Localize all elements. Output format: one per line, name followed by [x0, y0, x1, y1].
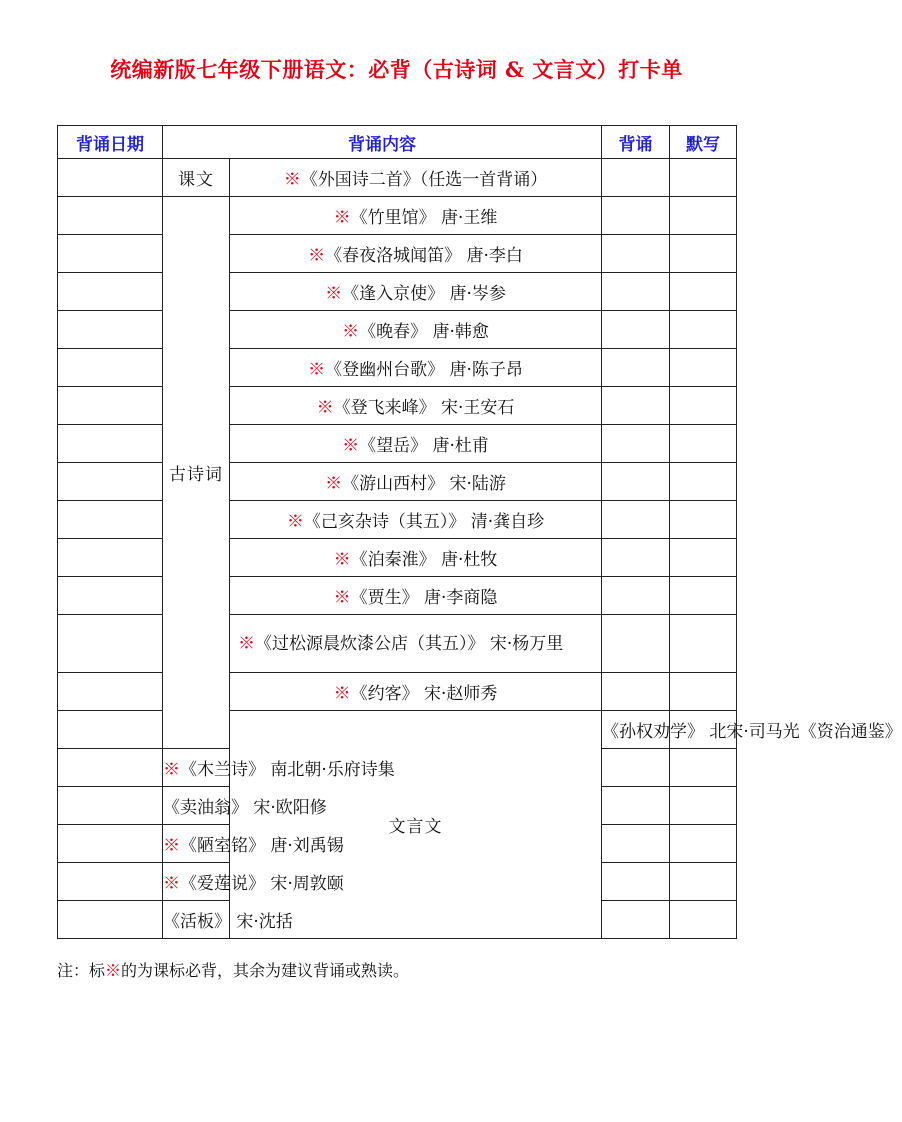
content-cell: [230, 159, 602, 197]
table-row: [58, 349, 737, 387]
content-cell: [163, 825, 344, 863]
table-row: [58, 387, 737, 425]
content-cell: [230, 463, 602, 501]
recite-check-cell[interactable]: [602, 159, 670, 197]
date-cell[interactable]: [58, 577, 163, 615]
required-mark: ※: [333, 208, 351, 228]
recite-check-cell[interactable]: [602, 501, 670, 539]
table-row: [58, 711, 737, 749]
date-cell[interactable]: [58, 349, 163, 387]
dictation-check-cell[interactable]: [670, 349, 737, 387]
item-text: 《逢入京使》 唐·岑参: [342, 284, 506, 304]
item-text: 《望岳》 唐·杜甫: [359, 436, 489, 456]
date-cell[interactable]: [58, 863, 163, 901]
required-mark: ※: [333, 550, 351, 570]
date-cell[interactable]: [58, 311, 163, 349]
dictation-check-cell[interactable]: [670, 863, 737, 901]
date-cell[interactable]: [58, 901, 163, 939]
dictation-check-cell[interactable]: [670, 749, 737, 787]
footnote: [57, 958, 409, 981]
dictation-check-cell[interactable]: [670, 235, 737, 273]
dictation-check-cell[interactable]: [670, 159, 737, 197]
checklist-table: [57, 125, 902, 939]
date-cell[interactable]: [58, 387, 163, 425]
table-row: [58, 577, 737, 615]
required-mark: ※: [325, 284, 343, 304]
required-mark: ※: [342, 322, 360, 342]
item-text: 《过松源晨炊漆公店（其五）》 宋·杨万里: [255, 633, 564, 654]
item-text: 《孙权劝学》 北宋·司马光《资治通鉴》: [602, 722, 902, 742]
recite-check-cell[interactable]: [602, 787, 670, 825]
item-text: 《登幽州台歌》 唐·陈子昂: [325, 360, 523, 380]
dictation-check-cell[interactable]: [670, 463, 737, 501]
date-cell[interactable]: [58, 425, 163, 463]
recite-check-cell[interactable]: [602, 749, 670, 787]
required-mark: ※: [316, 398, 334, 418]
dictation-check-cell[interactable]: [670, 673, 737, 711]
date-cell[interactable]: [58, 539, 163, 577]
content-cell: [230, 539, 602, 577]
table-row: [58, 501, 737, 539]
recite-check-cell[interactable]: [602, 387, 670, 425]
table-row: [58, 273, 737, 311]
item-text: 《春夜洛城闻笛》 唐·李白: [325, 246, 523, 266]
recite-check-cell[interactable]: [602, 311, 670, 349]
dictation-check-cell[interactable]: [670, 901, 737, 939]
date-cell[interactable]: [58, 273, 163, 311]
category-classical: 文言文: [230, 711, 602, 939]
content-cell: [163, 901, 293, 939]
recite-check-cell[interactable]: [602, 539, 670, 577]
table-row: [58, 673, 737, 711]
date-cell[interactable]: [58, 711, 163, 749]
content-cell: [230, 425, 602, 463]
content-cell: [230, 387, 602, 425]
date-cell[interactable]: [58, 787, 163, 825]
item-text: 《约客》 宋·赵师秀: [350, 684, 498, 704]
table-row: [58, 463, 737, 501]
item-text: 《游山西村》 宋·陆游: [342, 474, 506, 494]
table-row: [58, 425, 737, 463]
recite-check-cell[interactable]: [602, 273, 670, 311]
content-cell: [602, 711, 902, 749]
recite-check-cell[interactable]: [602, 235, 670, 273]
date-cell[interactable]: [58, 197, 163, 235]
recite-check-cell[interactable]: [602, 863, 670, 901]
item-text: 《木兰诗》 南北朝·乐府诗集: [180, 760, 395, 780]
recite-check-cell[interactable]: [602, 197, 670, 235]
dictation-check-cell[interactable]: [670, 501, 737, 539]
required-mark: ※: [333, 588, 351, 608]
content-cell: [230, 197, 602, 235]
required-mark: ※: [286, 512, 304, 532]
required-mark: ※: [333, 684, 351, 704]
dictation-check-cell[interactable]: [670, 825, 737, 863]
content-cell: [230, 349, 602, 387]
dictation-check-cell[interactable]: [670, 311, 737, 349]
dictation-check-cell[interactable]: [670, 197, 737, 235]
date-cell[interactable]: [58, 159, 163, 197]
content-cell: [230, 235, 602, 273]
date-cell[interactable]: [58, 615, 163, 673]
recite-check-cell[interactable]: [602, 673, 670, 711]
header-content: 背诵内容: [163, 126, 602, 159]
table-row: [58, 615, 737, 673]
item-text: 《晚春》 唐·韩愈: [359, 322, 489, 342]
recite-check-cell[interactable]: [602, 463, 670, 501]
dictation-check-cell[interactable]: [670, 787, 737, 825]
footnote-suffix: 的为课标必背，其余为建议背诵或熟读。: [121, 961, 410, 980]
table-row: [58, 539, 737, 577]
recite-check-cell[interactable]: [602, 825, 670, 863]
content-cell: [163, 863, 344, 901]
table-row: [58, 159, 737, 197]
item-text: 《登飞来峰》 宋·王安石: [333, 398, 515, 418]
recite-check-cell[interactable]: [602, 349, 670, 387]
item-text: 《泊秦淮》 唐·杜牧: [350, 550, 498, 570]
item-text: 《竹里馆》 唐·王维: [350, 208, 498, 228]
table-row: [58, 311, 737, 349]
table-row: [58, 197, 737, 235]
item-text: 《卖油翁》 宋·欧阳修: [163, 798, 327, 818]
date-cell[interactable]: [58, 749, 163, 787]
recite-check-cell[interactable]: [602, 615, 670, 673]
dictation-check-cell[interactable]: [670, 425, 737, 463]
category-kewen: 课文: [163, 159, 230, 197]
content-cell: [230, 577, 602, 615]
date-cell[interactable]: [58, 235, 163, 273]
required-mark: ※: [308, 360, 326, 380]
content-cell: [230, 673, 602, 711]
recite-check-cell[interactable]: [602, 901, 670, 939]
header-date: 背诵日期: [58, 126, 163, 159]
dictation-check-cell[interactable]: [670, 615, 737, 673]
content-cell: [163, 787, 327, 825]
content-cell: [230, 273, 602, 311]
required-mark: ※: [283, 170, 301, 190]
recite-check-cell[interactable]: [602, 425, 670, 463]
date-cell[interactable]: [58, 463, 163, 501]
required-mark: ※: [308, 246, 326, 266]
table-row: [58, 235, 737, 273]
date-cell[interactable]: [58, 501, 163, 539]
required-mark: ※: [342, 436, 360, 456]
required-mark: ※: [163, 836, 180, 856]
required-mark: ※: [163, 760, 180, 780]
category-poetry: 古诗词: [163, 197, 230, 749]
date-cell[interactable]: [58, 825, 163, 863]
footnote-prefix: 注：标: [57, 961, 106, 980]
dictation-check-cell[interactable]: [670, 273, 737, 311]
header-dictation: 默写: [670, 126, 737, 159]
item-text: 《己亥杂诗（其五）》 清·龚自珍: [303, 512, 545, 532]
recite-check-cell[interactable]: [602, 577, 670, 615]
required-mark: ※: [325, 474, 343, 494]
content-cell: [163, 749, 395, 787]
date-cell[interactable]: [58, 673, 163, 711]
page-title: 统编新版七年级下册语文：必背（古诗词 & 文言文）打卡单: [110, 57, 683, 82]
required-mark: ※: [105, 961, 122, 980]
content-cell: [230, 311, 602, 349]
header-row: [58, 126, 737, 159]
required-mark: ※: [163, 874, 180, 894]
required-mark: ※: [238, 633, 255, 654]
dictation-check-cell[interactable]: [670, 387, 737, 425]
item-text: 《外国诗二首》（任选一首背诵）: [300, 170, 548, 190]
item-text: 《爱莲说》 宋·周敦颐: [180, 874, 344, 894]
item-text: 《活板》 宋·沈括: [163, 912, 293, 932]
item-text: 《贾生》 唐·李商隐: [350, 588, 498, 608]
header-recite: 背诵: [602, 126, 670, 159]
dictation-check-cell[interactable]: [670, 539, 737, 577]
dictation-check-cell[interactable]: [670, 577, 737, 615]
content-cell: [230, 615, 602, 673]
item-text: 《陋室铭》 唐·刘禹锡: [180, 836, 344, 856]
content-cell: [230, 501, 602, 539]
